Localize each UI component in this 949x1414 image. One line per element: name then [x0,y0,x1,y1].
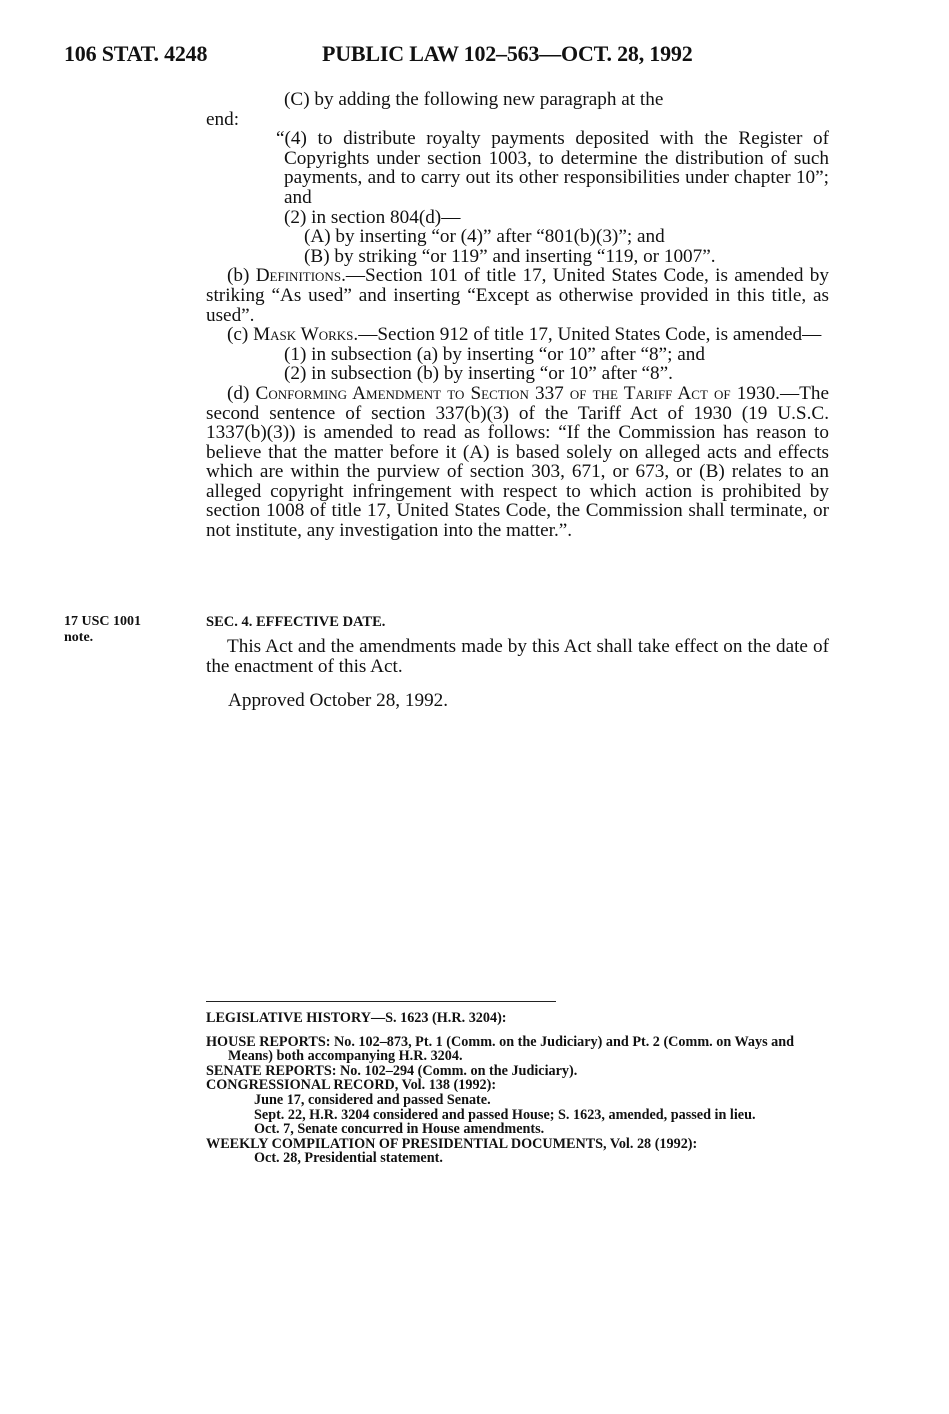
approval-date: Approved October 28, 1992. [228,690,449,711]
para-2-B: (B) by striking “or 119” and inserting “119, or 1007”. [304,245,716,267]
subsection-b-heading: Definitions [255,265,342,287]
record-entry: Oct. 7, Senate concurred in House amendments. [254,1121,545,1138]
public-law-title: PUBLIC LAW 102–563—OCT. 28, 1992 [322,41,693,66]
record-entry: June 17, considered and passed Senate. [254,1091,491,1108]
senate-reports: SENATE REPORTS: No. 102–294 (Comm. on the Judiciary). [206,1062,578,1079]
para-c-adding: (C) by adding the following new paragraph at the end: [206,89,664,130]
subsection-b-definitions: (b) Definitions.—Section 101 of title 17, United States Code, is amended by striking “As used” and inserting “Except as otherwise provided in this title, as used”. [206,265,829,326]
subsection-d-conforming: (d) Conforming Amendment to Section 337 of the Tariff Act of 1930.—The second sentence of section 337(b)(3) of the Tariff Act of 1930 (19 U.S.C. 1337(b)(3)) is amended to read as follows: “If the Commission has reason to believe that the matter before it (A) is based solely on alleged acts and effects which are within the purview of section 303, 671, or 673, or (B) relates to an alleged copyright infringement with respect to which action is prohibited by section 1008 of title 17, United States Code, the Commission shall terminate, or not institute, any investigation into the matter.”. [206,382,829,542]
divider [206,1001,556,1002]
subsection-c-mask-works: (c) Mask Works.—Section 912 of title 17, United States Code, is amended— [227,324,822,346]
weekly-compilation: WEEKLY COMPILATION OF PRESIDENTIAL DOCUMENTS, Vol. 28 (1992): [206,1135,698,1152]
house-reports: HOUSE REPORTS: No. 102–873, Pt. 1 (Comm. on the Judiciary) and Pt. 2 (Comm. on Ways and Means) both accompanying H.R. 3204. [206,1033,795,1065]
para-c-1: (1) in subsection (a) by inserting “or 10” after “8”; and [284,343,705,365]
history-title: LEGISLATIVE HISTORY—S. 1623 (H.R. 3204): [206,1010,507,1026]
legislative-history [206,1011,831,1166]
statute-page-ref: 106 STAT. 4248 [64,41,208,66]
para-2-A: (A) by inserting “or (4)” after “801(b)(3)”; and [304,226,665,248]
record-entry: Sept. 22, H.R. 3204 considered and passed House; S. 1623, amended, passed in lieu. [254,1106,756,1123]
section-body [206,90,829,541]
congressional-record: CONGRESSIONAL RECORD, Vol. 138 (1992): [206,1077,497,1094]
para-c-2: (2) in subsection (b) by inserting “or 10” after “8”. [284,363,673,385]
subsection-c-heading: Mask Works [253,324,354,346]
section-4-text: This Act and the amendments made by this Act shall take effect on the date of the enactment of this Act. [206,636,829,677]
para-quote-4: “(4) to distribute royalty payments deposited with the Register of Copyrights under section 1003, to determine the distribution of such payments, and to carry out its other responsibilities under chapter 10”; and [276,128,829,208]
section-4-heading: SEC. 4. EFFECTIVE DATE. [206,614,386,630]
page-header [64,41,889,71]
subsection-d-heading: Conforming Amendment to Section 337 of the Tariff Act of 1930 [255,382,776,404]
margin-note: 17 USC 1001 note. [64,614,142,645]
para-2: (2) in section 804(d)— [284,206,461,228]
weekly-entry: Oct. 28, Presidential statement. [254,1150,443,1167]
